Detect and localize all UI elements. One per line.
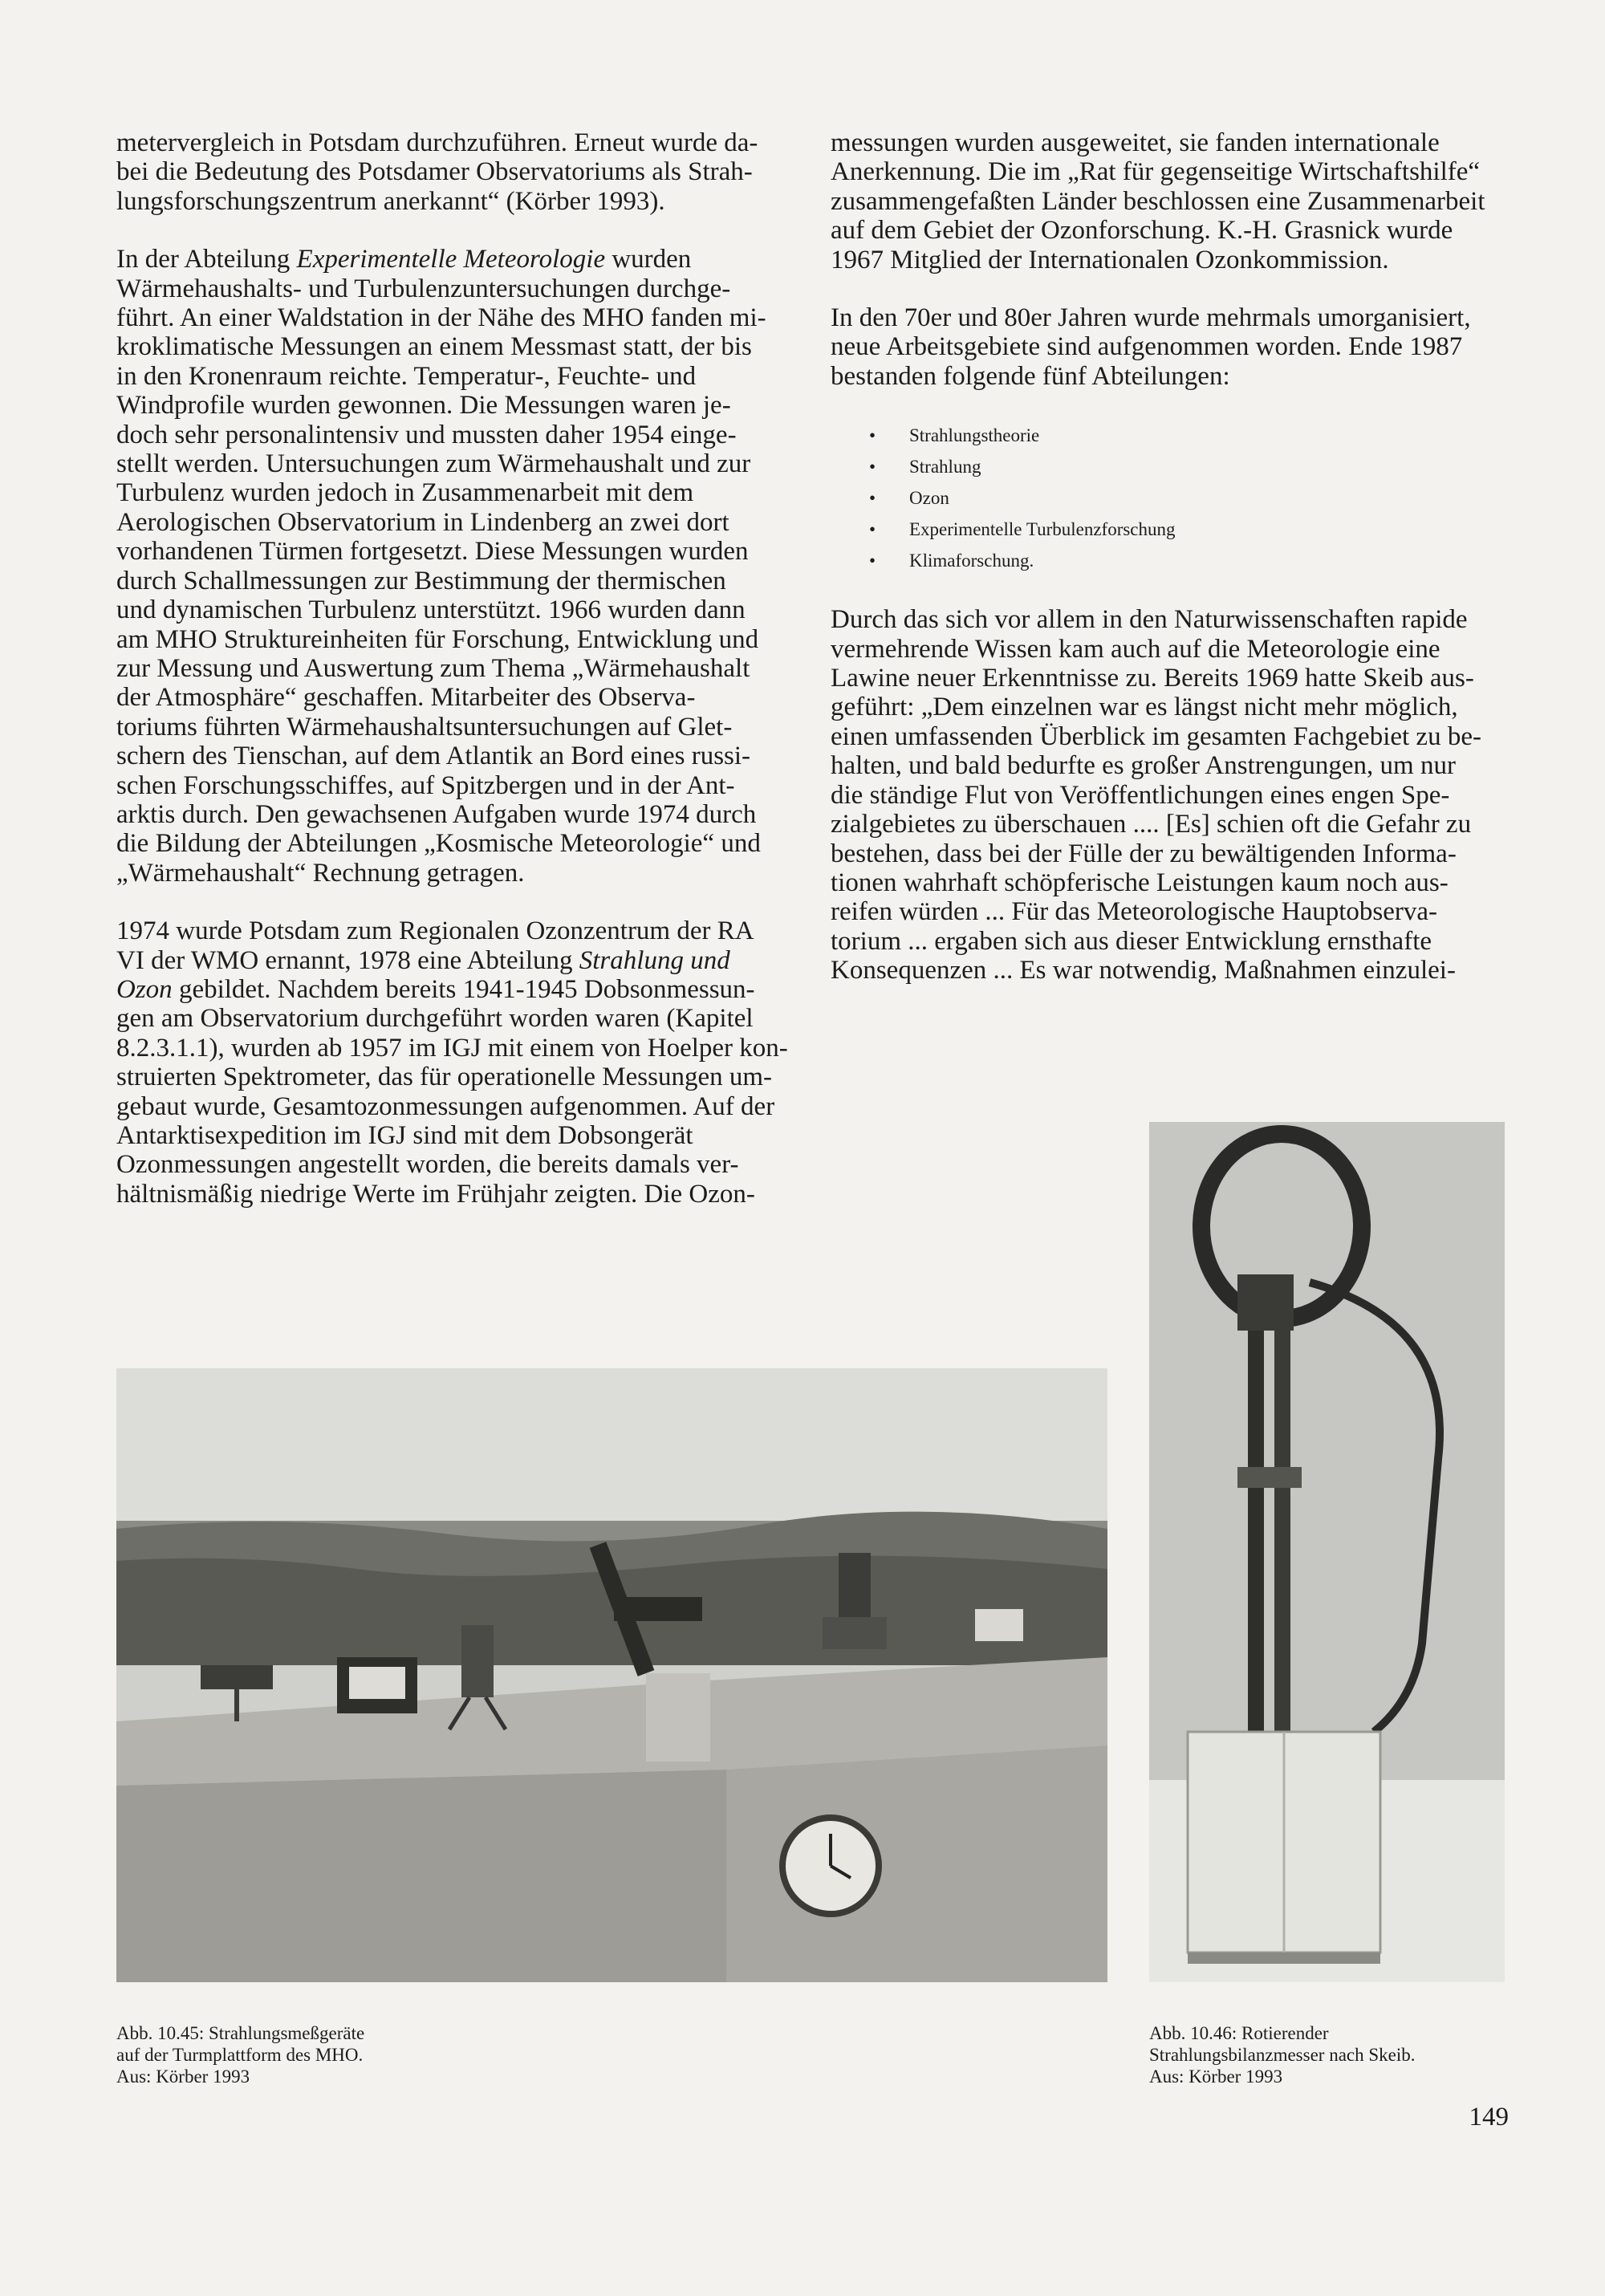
paragraph-skeib-quote: Durch das sich vor allem in den Naturwissenschaften rapide vermehrende Wissen kam auch auf die Meteorologie eine Lawine neuer Erkenntnisse zu. Bereits 1969 hatte Skeib aus- geführt: „Dem einzelnen war es längst nicht mehr möglich, einen umfassenden Überblick im gesamten Fachgebiet zu be- halten, und bald bedurfte es großer Anstrengungen, um nur die ständige Flut von Veröffentlichungen eines engen Spe- zialgebietes zu überschauen .... [Es] schien oft die Gefahr zu bestehen, dass bei der Fülle der zu bewältigenden Informa- tionen wahrhaft schöpferische Leistungen kaum noch aus- reifen würden ... Für das Meteorologische Hauptobserva- torium ... ergaben sich aus dieser Entwicklung ernsthafte Konsequenzen ... Es war notwendig, Maßnahmen einzulei- — [831, 605, 1481, 985]
right-text-column — [831, 128, 1505, 985]
paragraph-reorganization: In den 70er und 80er Jahren wurde mehrmals umorganisiert, neue Arbeitsgebiete sind aufgenommen worden. Ende 1987 bestanden folgende fünf Abteilungen: — [831, 303, 1471, 391]
list-item: • Experimentelle Turbulenzforschung — [831, 514, 1505, 545]
photo-radiation-meter-illustration — [1149, 1122, 1505, 1982]
list-item: • Ozon — [831, 482, 1505, 514]
photo-tower-platform-instruments — [116, 1368, 1107, 1982]
paragraph-experimental-meteorology: In der Abteilung Experimentelle Meteorologie wurden Wärmehaushalts- und Turbulenzuntersuchungen durchge- führt. An einer Waldstation in der Nähe des MHO fanden mi- kroklimatische Messungen an einem Messmast statt, der bis in den Kronenraum reichte. Temperatur-, Feuchte- und Windprofile wurden gewonnen. Die Messungen waren je- doch sehr personalintensiv und mussten daher 1954 einge- stellt werden. Untersuchungen zum Wärmehaushalt und zur Turbulenz wurden jedoch in Zusammenarbeit mit dem Aerologischen Observatorium in Lindenberg an zwei dort vorhandenen Türmen fortgesetzt. Diese Messungen wurden durch Schallmessungen zur Bestimmung der thermischen und dynamischen Turbulenz unterstützt. 1966 wurden dann am MHO Struktureinheiten für Forschung, Entwicklung und zur Messung und Auswertung zum Thema „Wärmehaushalt der Atmosphäre“ geschaffen. Mitarbeiter des Observa- toriums führten Wärmehaushaltsuntersuchungen auf Glet- schern des Tienschan, auf dem Atlantik an Bord eines russi- schen Forschungsschiffes, auf Spitzbergen und in der Ant- arktis durch. Den gewachsenen Aufgaben wurde 1974 durch die Bildung der Abteilungen „Kosmische Meteorologie“ und „Wärmehaushalt“ Rechnung getragen. — [116, 245, 766, 888]
department-name-emphasis: Experimentelle Meteorologie — [296, 245, 606, 274]
list-item: • Strahlung — [831, 451, 1505, 482]
department-list — [831, 420, 1505, 576]
photo-tower-platform-illustration — [116, 1368, 1107, 1982]
list-item: • Klimaforschung. — [831, 545, 1505, 576]
list-item: • Strahlungstheorie — [831, 420, 1505, 451]
page-number: 149 — [1469, 2103, 1509, 2131]
photo-rotating-radiation-balance-meter — [1149, 1122, 1505, 1982]
left-text-column — [116, 128, 790, 1209]
paragraph-ozone-center: 1974 wurde Potsdam zum Regionalen Ozonzentrum der RA VI der WMO ernannt, 1978 eine Abteilung Strahlung und Ozon gebildet. Nachdem bereits 1941-1945 Dobsonmessun- gen am Observatorium durchgeführt worden waren (Kapitel 8.2.3.1.1), wurden ab 1957 im IGJ mit einem von Hoelper kon- struierten Spektrometer, das für operationelle Messungen um- gebaut wurde, Gesamtozonmessungen aufgenommen. Auf der Antarktisexpedition im IGJ sind mit dem Dobsongerät Ozonmessungen angestellt worden, die bereits damals ver- hältnismäßig niedrige Werte im Frühjahr zeigten. Die Ozon- — [116, 916, 788, 1209]
figure-caption-10-45: Abb. 10.45: Strahlungsmeßgeräte auf der Turmplattform des MHO. Aus: Körber 1993 — [116, 2023, 365, 2087]
figure-caption-10-46: Abb. 10.46: Rotierender Strahlungsbilanzmesser nach Skeib. Aus: Körber 1993 — [1149, 2023, 1416, 2087]
paragraph-continuation: metervergleich in Potsdam durchzuführen. Erneut wurde da- bei die Bedeutung des Potsdamer Observatoriums als Strah- lungsforschungszentrum anerkannt“ (Körber 1993). — [116, 128, 758, 216]
paragraph-ozone-international: messungen wurden ausgeweitet, sie fanden internationale Anerkennung. Die im „Rat für gegenseitige Wirtschaftshilfe“ zusammengefaßten Länder beschlossen eine Zusammenarbeit auf dem Gebiet der Ozonforschung. K.-H. Grasnick wurde 1967 Mitglied der Internationalen Ozonkommission. — [831, 128, 1485, 274]
